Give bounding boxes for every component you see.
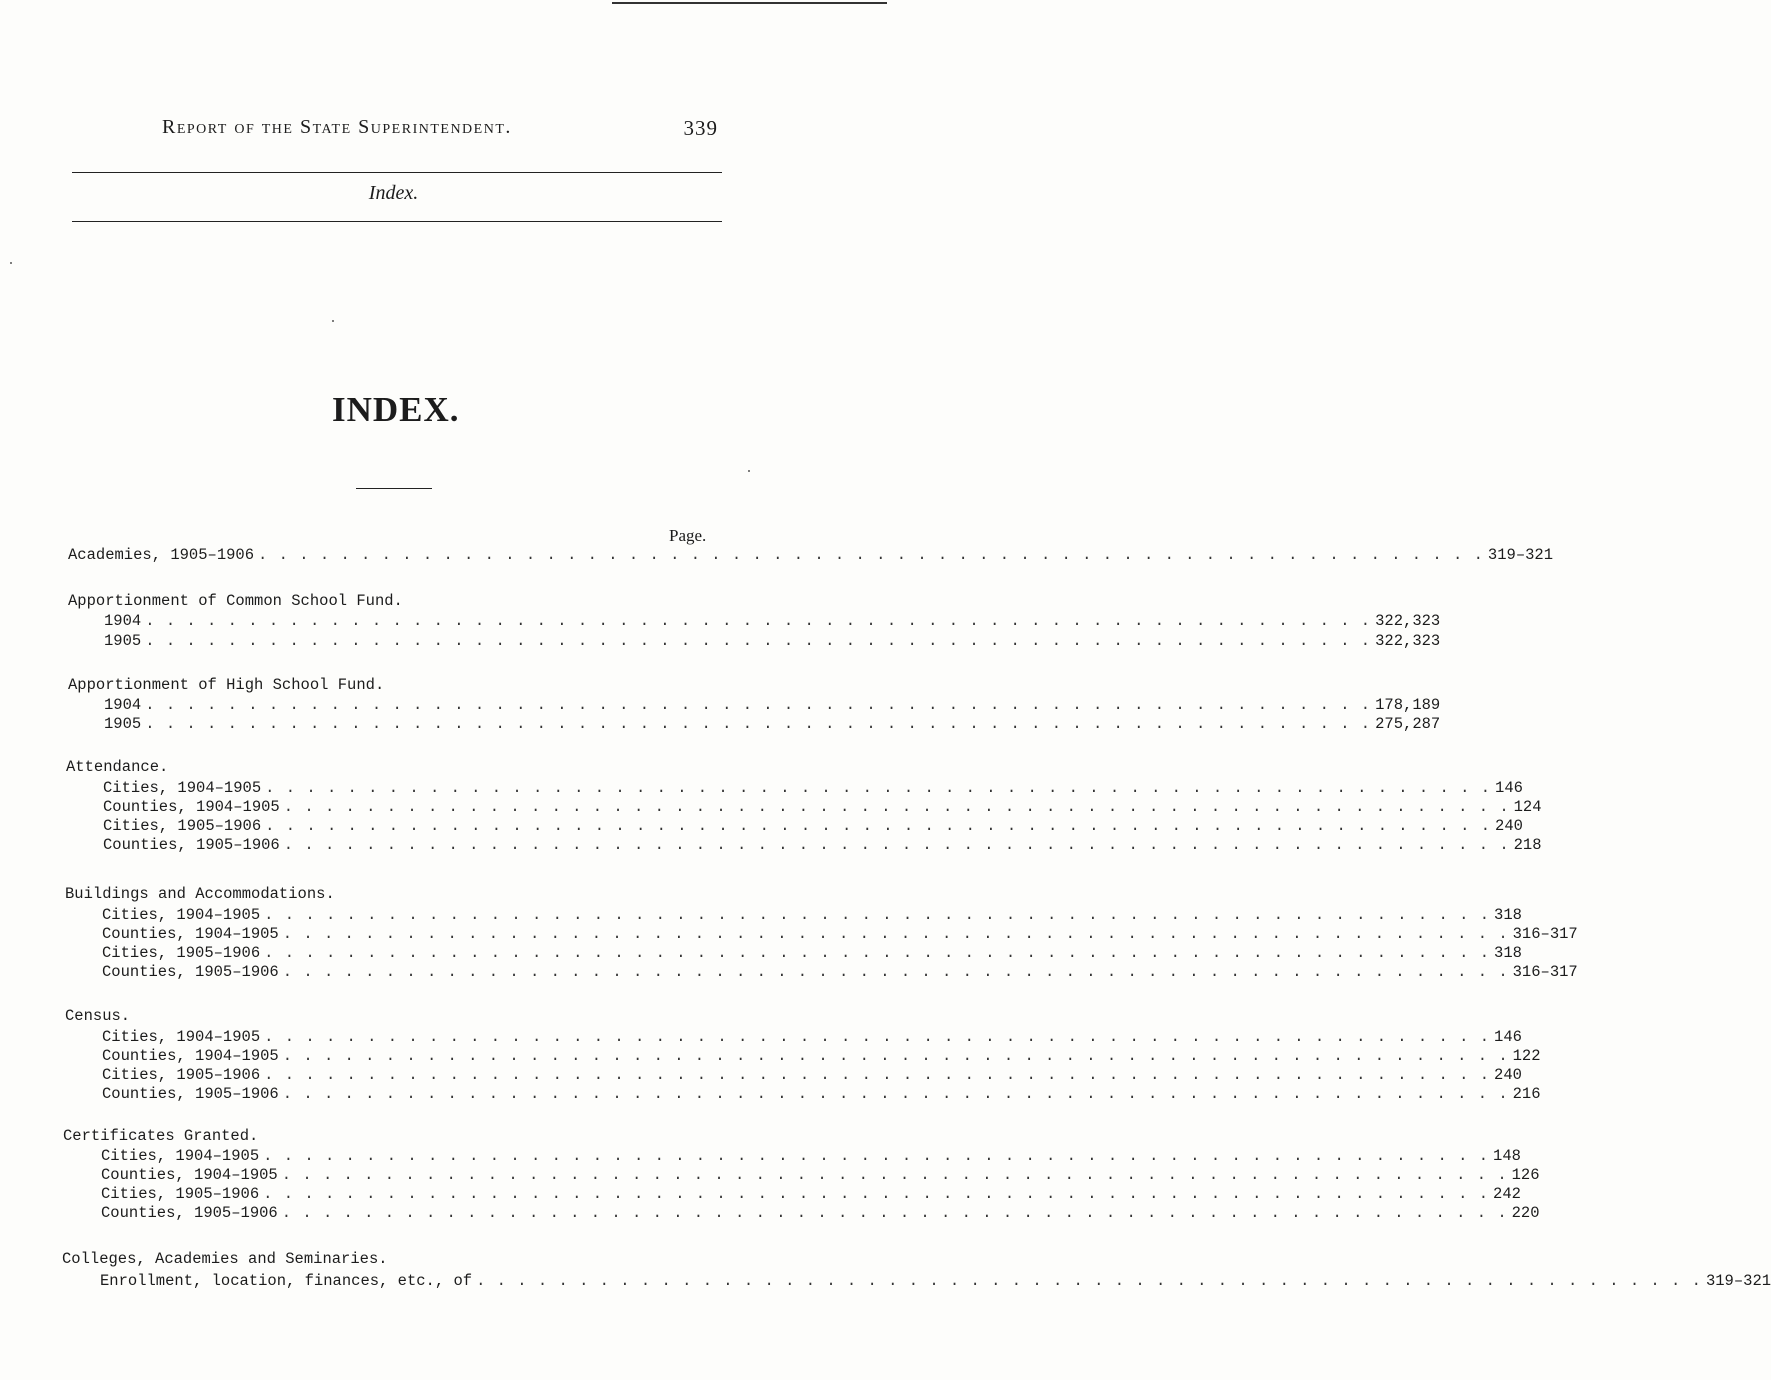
index-entry <box>102 944 1522 964</box>
page-column-label: Page. <box>669 526 707 545</box>
entry-label: Counties, 1904–1905 <box>102 1047 279 1065</box>
dot-leader: . . . . . . . . . . . . . . . . . . . . . . . . . . . . . . . . . . . . . . . . . . . . . . . . . . . . . . . . . . . . <box>145 715 1372 733</box>
dot-leader: . . . . . . . . . . . . . . . . . . . . . . . . . . . . . . . . . . . . . . . . . . . . . . . . . . . . . . . . . . . . <box>265 817 1492 835</box>
entry-page: 316–317 <box>1512 963 1578 981</box>
index-heading: INDEX. <box>332 390 460 429</box>
index-entry <box>68 546 1554 566</box>
index-group-heading: Apportionment of High School Fund. <box>68 676 385 694</box>
index-entry <box>102 1047 1541 1067</box>
index-entry <box>102 1028 1522 1048</box>
dot-leader: . . . . . . . . . . . . . . . . . . . . . . . . . . . . . . . . . . . . . . . . . . . . . . . . . . . . . . . . . . . . <box>282 1047 1509 1065</box>
entry-page: 240 <box>1495 817 1523 835</box>
dot-leader: . . . . . . . . . . . . . . . . . . . . . . . . . . . . . . . . . . . . . . . . . . . . . . . . . . . . . . . . . . . . <box>282 963 1509 981</box>
entry-label: Cities, 1904–1905 <box>102 906 261 924</box>
index-entry <box>103 779 1523 799</box>
entry-label: Cities, 1904–1905 <box>103 779 262 797</box>
entry-label: Cities, 1904–1905 <box>102 1028 261 1046</box>
index-entry <box>102 1066 1522 1086</box>
index-entry <box>101 1185 1521 1205</box>
dot-leader: . . . . . . . . . . . . . . . . . . . . . . . . . . . . . . . . . . . . . . . . . . . . . . . . . . . . . . . . . . . . <box>264 1066 1491 1084</box>
dot-leader: . . . . . . . . . . . . . . . . . . . . . . . . . . . . . . . . . . . . . . . . . . . . . . . . . . . . . . . . . . . . <box>282 925 1509 943</box>
dot-leader: . . . . . . . . . . . . . . . . . . . . . . . . . . . . . . . . . . . . . . . . . . . . . . . . . . . . . . . . . . . . <box>282 1085 1509 1103</box>
entry-page: 148 <box>1493 1147 1521 1165</box>
dot-leader: . . . . . . . . . . . . . . . . . . . . . . . . . . . . . . . . . . . . . . . . . . . . . . . . . . . . . . . . . . . . <box>263 1185 1490 1203</box>
index-group-heading: Buildings and Accommodations. <box>65 885 335 903</box>
dot-leader: . . . . . . . . . . . . . . . . . . . . . . . . . . . . . . . . . . . . . . . . . . . . . . . . . . . . . . . . . . . . <box>145 632 1372 650</box>
index-group-heading: Apportionment of Common School Fund. <box>68 592 403 610</box>
entry-label: Cities, 1904–1905 <box>101 1147 260 1165</box>
entry-page: 240 <box>1494 1066 1522 1084</box>
index-entry <box>102 963 1578 983</box>
dot-leader: . . . . . . . . . . . . . . . . . . . . . . . . . . . . . . . . . . . . . . . . . . . . . . . . . . . . . . . . . . . . <box>263 1147 1490 1165</box>
dot-leader: . . . . . . . . . . . . . . . . . . . . . . . . . . . . . . . . . . . . . . . . . . . . . . . . . . . . . . . . . . . . <box>258 546 1484 564</box>
index-entry <box>102 1085 1541 1105</box>
index-group-heading: Attendance. <box>66 758 169 776</box>
entry-label: Academies, 1905–1906 <box>68 546 255 564</box>
entry-page: 218 <box>1513 836 1542 854</box>
entry-label: Cities, 1905–1906 <box>101 1185 260 1203</box>
dot-leader: . . . . . . . . . . . . . . . . . . . . . . . . . . . . . . . . . . . . . . . . . . . . . . . . . . . . . . . . . . . . <box>145 612 1372 630</box>
entry-label: 1905 <box>104 715 142 733</box>
entry-page: 318 <box>1494 906 1522 924</box>
running-title: Report of the State Superintendent. <box>162 116 512 138</box>
dot-leader: . . . . . . . . . . . . . . . . . . . . . . . . . . . . . . . . . . . . . . . . . . . . . . . . . . . . . . . . . . . . <box>476 1272 1702 1290</box>
entry-page: 319–321 <box>1487 546 1554 564</box>
entry-page: 319–321 <box>1705 1272 1771 1290</box>
page-number: 339 <box>683 116 718 140</box>
entry-label: Counties, 1905–1906 <box>102 963 279 981</box>
entry-page: 178,189 <box>1375 696 1441 714</box>
entry-page: 318 <box>1494 944 1522 962</box>
entry-page: 126 <box>1511 1166 1540 1184</box>
dot-leader: . . . . . . . . . . . . . . . . . . . . . . . . . . . . . . . . . . . . . . . . . . . . . . . . . . . . . . . . . . . . <box>264 906 1491 924</box>
dot-leader: . . . . . . . . . . . . . . . . . . . . . . . . . . . . . . . . . . . . . . . . . . . . . . . . . . . . . . . . . . . . <box>281 1204 1508 1222</box>
index-entry <box>103 817 1523 837</box>
entry-label: Cities, 1905–1906 <box>102 1066 261 1084</box>
entry-page: 220 <box>1511 1204 1540 1222</box>
entry-label: 1905 <box>104 632 142 650</box>
entry-page: 275,287 <box>1375 715 1441 733</box>
entry-page: 322,323 <box>1375 612 1441 630</box>
index-entry <box>104 612 1441 632</box>
section-title: Index. <box>368 182 419 204</box>
page-header <box>72 116 722 146</box>
index-entry <box>103 798 1542 818</box>
index-entry <box>104 715 1441 735</box>
entry-page: 122 <box>1512 1047 1541 1065</box>
dot-leader: . . . . . . . . . . . . . . . . . . . . . . . . . . . . . . . . . . . . . . . . . . . . . . . . . . . . . . . . . . . . <box>283 836 1510 854</box>
index-entry <box>102 925 1578 945</box>
entry-page: 124 <box>1513 798 1542 816</box>
header-rule-top <box>72 172 722 173</box>
index-entry <box>101 1147 1521 1167</box>
print-speck <box>10 262 12 264</box>
print-speck <box>748 470 750 472</box>
dot-leader: . . . . . . . . . . . . . . . . . . . . . . . . . . . . . . . . . . . . . . . . . . . . . . . . . . . . . . . . . . . . <box>281 1166 1508 1184</box>
print-speck <box>332 320 334 322</box>
entry-page: 216 <box>1512 1085 1541 1103</box>
entry-page: 242 <box>1493 1185 1521 1203</box>
index-entry <box>101 1204 1540 1224</box>
entry-page: 322,323 <box>1375 632 1441 650</box>
index-entry <box>101 1166 1540 1186</box>
entry-label: Counties, 1905–1906 <box>101 1204 278 1222</box>
dot-leader: . . . . . . . . . . . . . . . . . . . . . . . . . . . . . . . . . . . . . . . . . . . . . . . . . . . . . . . . . . . . <box>264 1028 1491 1046</box>
entry-page: 146 <box>1495 779 1523 797</box>
entry-page: 146 <box>1494 1028 1522 1046</box>
entry-label: Enrollment, location, finances, etc., of <box>100 1272 473 1290</box>
entry-label: Counties, 1904–1905 <box>102 925 279 943</box>
entry-label: 1904 <box>104 612 142 630</box>
index-entry <box>102 906 1522 926</box>
index-entry <box>103 836 1542 856</box>
heading-rule <box>356 488 432 489</box>
entry-label: Cities, 1905–1906 <box>102 944 261 962</box>
index-group-heading: Certificates Granted. <box>63 1127 259 1145</box>
entry-page: 316–317 <box>1512 925 1578 943</box>
index-entry <box>100 1272 1771 1292</box>
entry-label: Counties, 1905–1906 <box>102 1085 279 1103</box>
dot-leader: . . . . . . . . . . . . . . . . . . . . . . . . . . . . . . . . . . . . . . . . . . . . . . . . . . . . . . . . . . . . <box>264 944 1491 962</box>
header-rule-bottom <box>72 221 722 222</box>
index-group-heading: Census. <box>65 1007 131 1025</box>
dot-leader: . . . . . . . . . . . . . . . . . . . . . . . . . . . . . . . . . . . . . . . . . . . . . . . . . . . . . . . . . . . . <box>265 779 1492 797</box>
entry-label: Cities, 1905–1906 <box>103 817 262 835</box>
index-group-heading: Colleges, Academies and Seminaries. <box>62 1250 388 1268</box>
index-entry <box>104 696 1441 716</box>
index-entry <box>104 632 1441 652</box>
top-edge-rule <box>612 2 887 4</box>
dot-leader: . . . . . . . . . . . . . . . . . . . . . . . . . . . . . . . . . . . . . . . . . . . . . . . . . . . . . . . . . . . . <box>145 696 1372 714</box>
dot-leader: . . . . . . . . . . . . . . . . . . . . . . . . . . . . . . . . . . . . . . . . . . . . . . . . . . . . . . . . . . . . <box>283 798 1510 816</box>
entry-label: Counties, 1904–1905 <box>103 798 280 816</box>
entry-label: Counties, 1904–1905 <box>101 1166 278 1184</box>
entry-label: Counties, 1905–1906 <box>103 836 280 854</box>
entry-label: 1904 <box>104 696 142 714</box>
